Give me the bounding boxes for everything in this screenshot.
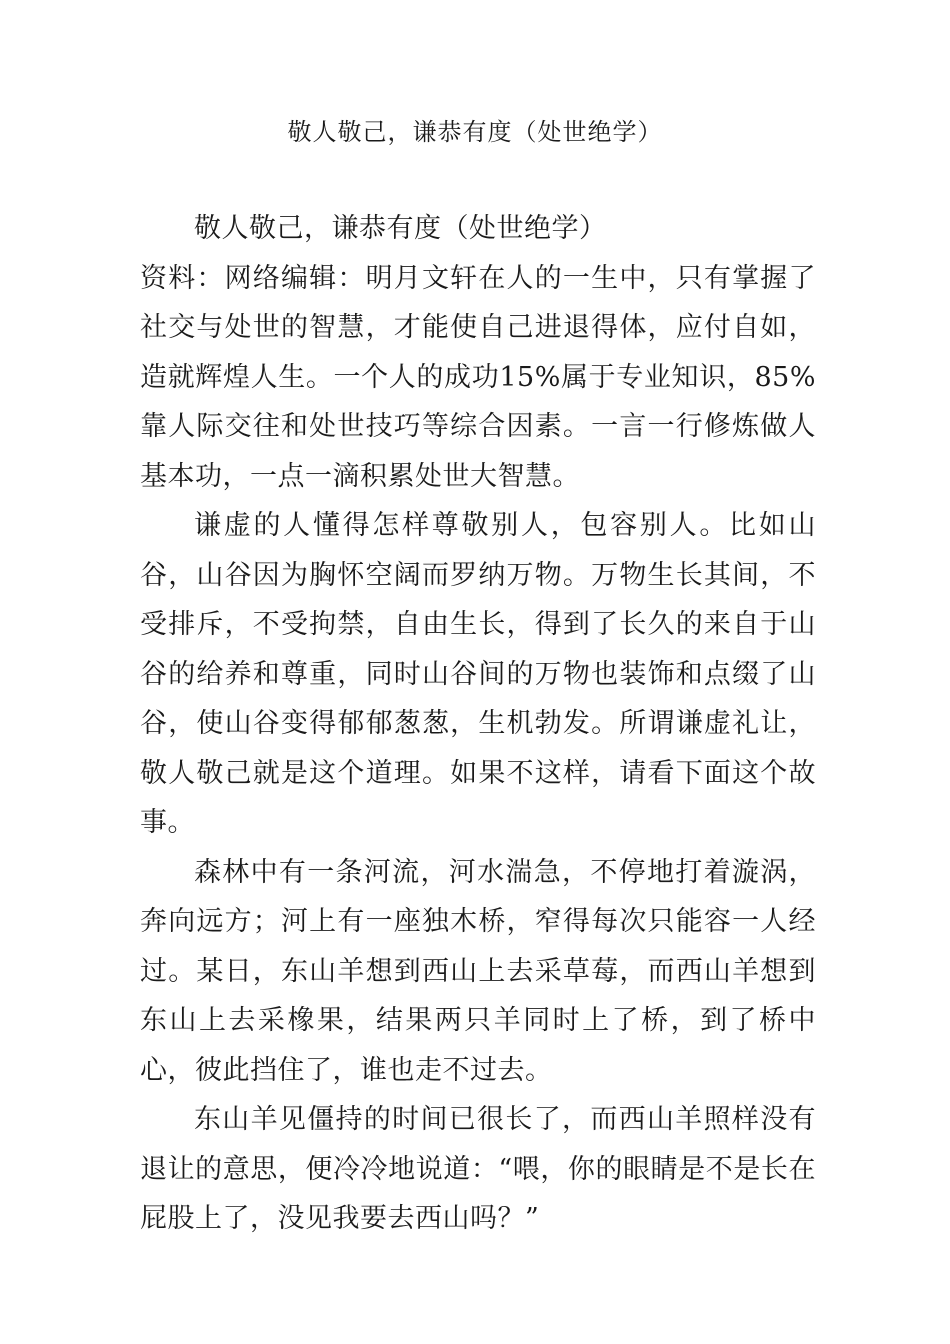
paragraph-humility: 谦虚的人懂得怎样尊敬别人，包容别人。比如山谷，山谷因为胸怀空阔而罗纳万物。万物生长其间，不受排斥，不受拘禁，自由生长，得到了长久的来自于山谷的给养和尊重，同时山谷间的万物也装饰和点缀了山谷，使山谷变得郁郁葱葱，生机勃发。所谓谦虚礼让，敬人敬己就是这个道理。如果不这样，请看下面这个故事。: [140, 510, 816, 838]
paragraph-subtitle: 敬人敬己，谦恭有度（处世绝学）: [194, 213, 607, 244]
paragraph-east-goat: 东山羊见僵持的时间已很长了，而西山羊照样没有退让的意思，便冷冷地说道：“喂，你的眼睛是不是长在屁股上了，没见我要去西山吗？”: [140, 1104, 816, 1234]
document-body: [140, 204, 816, 1244]
paragraph-forest-bridge: 森林中有一条河流，河水湍急，不停地打着漩涡，奔向远方；河上有一座独木桥，窄得每次只能容一人经过。某日，东山羊想到西山上去采草莓，而西山羊想到东山上去采橡果，结果两只羊同时上了桥，到了桥中心，彼此挡住了，谁也走不过去。: [140, 856, 816, 1086]
paragraph-source: 资料：网络编辑：明月文轩在人的一生中，只有掌握了社交与处世的智慧，才能使自己进退得体，应付自如，造就辉煌人生。一个人的成功15%属于专业知识，85%靠人际交往和处世技巧等综合因素。一言一行修炼做人基本功，一点一滴积累处世大智慧。: [140, 262, 816, 492]
document-title: 敬人敬己，谦恭有度（处世绝学）: [287, 118, 663, 146]
